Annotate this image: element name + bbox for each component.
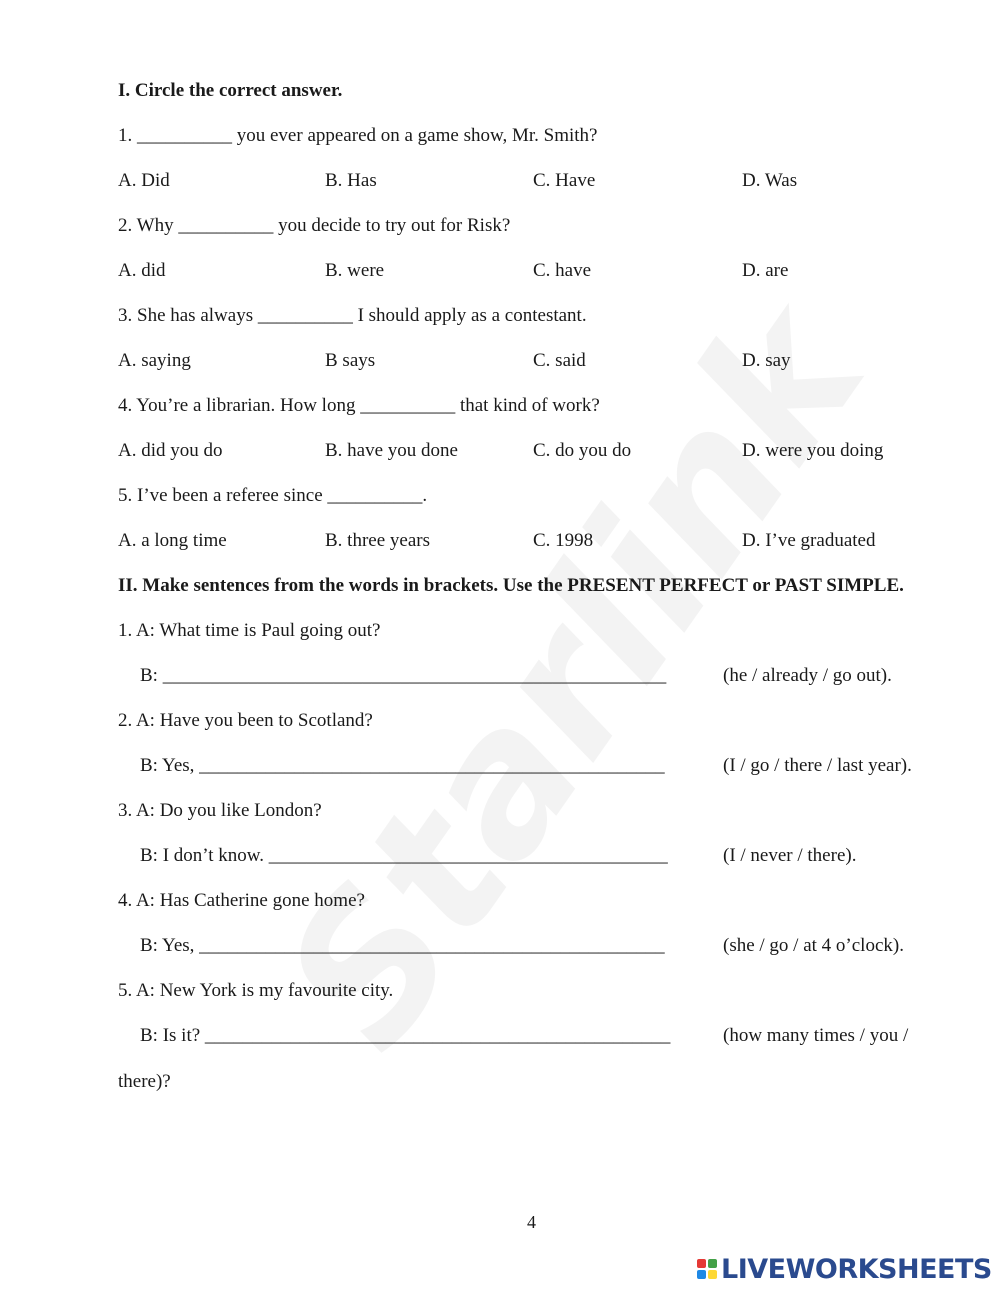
option-1a[interactable]: A. Did [118, 170, 170, 191]
dialogue-5-a: 5. A: New York is my favourite city. [118, 980, 394, 1001]
brand-name: LIVEWORKSHEETS [721, 1253, 992, 1285]
option-3d[interactable]: D. say [742, 350, 791, 371]
option-5d[interactable]: D. I’ve graduated [742, 530, 876, 551]
dialogue-3-b-answer-line[interactable]: B: I don’t know. __________________________________________ [140, 845, 668, 866]
option-5b[interactable]: B. three years [325, 530, 430, 551]
dialogue-5-hint: (how many times / you / [723, 1025, 909, 1046]
option-5c[interactable]: C. 1998 [533, 530, 594, 551]
option-3b[interactable]: B says [325, 350, 376, 371]
question-3: 3. She has always __________ I should apply as a contestant. [118, 305, 587, 326]
dialogue-2-b-answer-line[interactable]: B: Yes, _________________________________________________ [140, 755, 665, 776]
dialogue-2-hint: (I / go / there / last year). [723, 755, 912, 776]
dialogue-3-hint: (I / never / there). [723, 845, 857, 866]
option-4b[interactable]: B. have you done [325, 440, 458, 461]
option-4a[interactable]: A. did you do [118, 440, 223, 461]
option-4c[interactable]: C. do you do [533, 440, 632, 461]
dialogue-3-a: 3. A: Do you like London? [118, 800, 322, 821]
question-1: 1. __________ you ever appeared on a game show, Mr. Smith? [118, 125, 598, 146]
section-1-title: I. Circle the correct answer. [118, 80, 343, 101]
option-1b[interactable]: B. Has [325, 170, 377, 191]
option-5a[interactable]: A. a long time [118, 530, 227, 551]
question-2: 2. Why __________ you decide to try out for Risk? [118, 215, 511, 236]
logo-square-green [708, 1259, 717, 1268]
question-4: 4. You’re a librarian. How long __________ that kind of work? [118, 395, 600, 416]
section-2-title: II. Make sentences from the words in brackets. Use the PRESENT PERFECT or PAST SIMPLE. [118, 575, 904, 596]
logo-square-blue [697, 1270, 706, 1279]
option-3c[interactable]: C. said [533, 350, 586, 371]
logo-square-yellow [708, 1270, 717, 1279]
dialogue-4-b-answer-line[interactable]: B: Yes, _________________________________________________ [140, 935, 665, 956]
question-5: 5. I’ve been a referee since __________. [118, 485, 428, 506]
dialogue-2-a: 2. A: Have you been to Scotland? [118, 710, 373, 731]
dialogue-5-hint-continuation: there)? [118, 1071, 171, 1092]
dialogue-4-a: 4. A: Has Catherine gone home? [118, 890, 365, 911]
dialogue-4-hint: (she / go / at 4 o’clock). [723, 935, 904, 956]
option-4d[interactable]: D. were you doing [742, 440, 884, 461]
option-2d[interactable]: D. are [742, 260, 789, 281]
option-2a[interactable]: A. did [118, 260, 166, 281]
dialogue-5-b-answer-line[interactable]: B: Is it? _________________________________________________ [140, 1025, 671, 1046]
dialogue-1-a: 1. A: What time is Paul going out? [118, 620, 381, 641]
dialogue-1-hint: (he / already / go out). [723, 665, 892, 686]
page-number: 4 [527, 1212, 536, 1232]
option-3a[interactable]: A. saying [118, 350, 191, 371]
option-2c[interactable]: C. have [533, 260, 592, 281]
dialogue-1-b-answer-line[interactable]: B: _____________________________________________________ [140, 665, 667, 686]
option-1c[interactable]: C. Have [533, 170, 596, 191]
logo-square-red [697, 1259, 706, 1268]
option-2b[interactable]: B. were [325, 260, 385, 281]
liveworksheets-brand [697, 1254, 992, 1284]
liveworksheets-logo-icon [697, 1259, 717, 1279]
option-1d[interactable]: D. Was [742, 170, 798, 191]
